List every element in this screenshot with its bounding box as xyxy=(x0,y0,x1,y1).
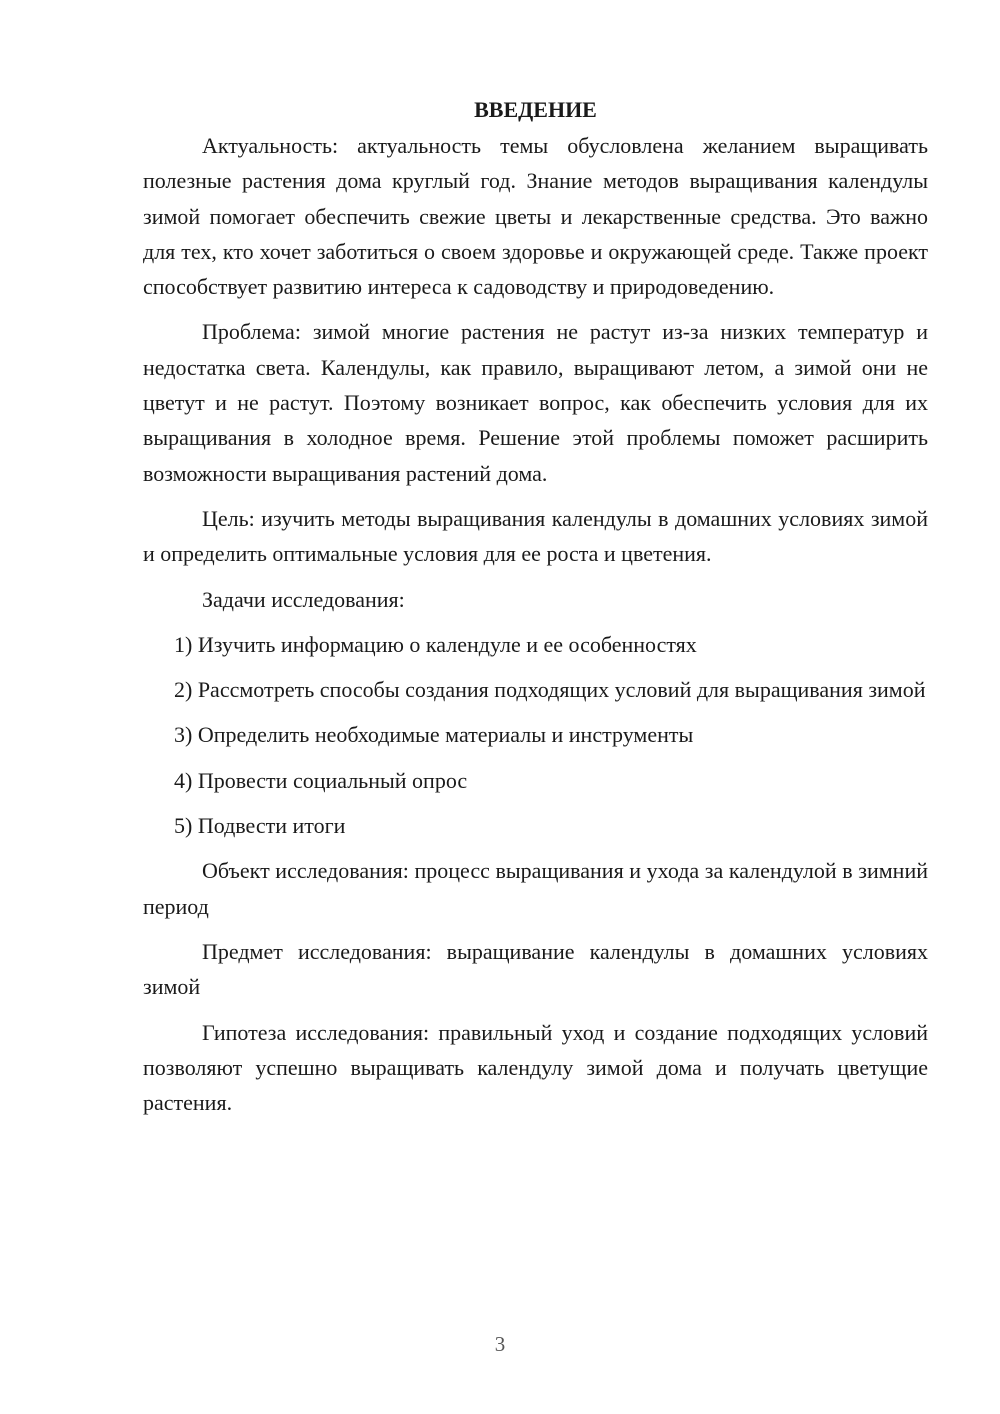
paragraph-problem: Проблема: зимой многие растения не растут из-за низких температур и недостатка света. Календулы, как правило, выращивают летом, а зимой они не цветут и не растут. Поэтому возникает вопрос, как обеспечить условия для их выращивания в холодное время. Решение этой проблемы поможет расширить возможности выращивания растений дома. xyxy=(143,319,928,486)
paragraph-hypothesis: Гипотеза исследования: правильный уход и создание подходящих условий позволяют успешно выращивать календулу зимой дома и получать цветущие растения. xyxy=(143,1019,928,1116)
paragraph-subject: Предмет исследования: выращивание календулы в домашних условиях зимой xyxy=(143,938,928,1000)
paragraph-object: Объект исследования: процесс выращивания и ухода за календулой в зимний период xyxy=(143,858,928,919)
task-item-2: 2) Рассмотреть способы создания подходящих условий для выращивания зимой xyxy=(174,677,926,703)
document-page xyxy=(143,92,928,1130)
task-item-3: 3) Определить необходимые материалы и инструменты xyxy=(174,722,694,748)
paragraph-relevance: Актуальность: актуальность темы обусловлена желанием выращивать полезные растения дома круглый год. Знание методов выращивания календулы зимой помогает обеспечить свежие цветы и лекарственные средства. Это важно для тех, кто хочет заботиться о своем здоровье и окружающей среде. Также проект способствует развитию интереса к садоводству и природоведению. xyxy=(143,133,928,300)
task-item-4: 4) Провести социальный опрос xyxy=(174,767,468,793)
tasks-heading: Задачи исследования: xyxy=(202,586,405,612)
paragraph-goal: Цель: изучить методы выращивания календулы в домашних условиях зимой и определить оптимальные условия для ее роста и цветения. xyxy=(143,505,928,567)
page-number: 3 xyxy=(494,1332,506,1356)
task-item-5: 5) Подвести итоги xyxy=(174,813,346,839)
task-item-1: 1) Изучить информацию о календуле и ее особенностях xyxy=(174,631,697,657)
page-title: ВВЕДЕНИЕ xyxy=(474,97,597,122)
